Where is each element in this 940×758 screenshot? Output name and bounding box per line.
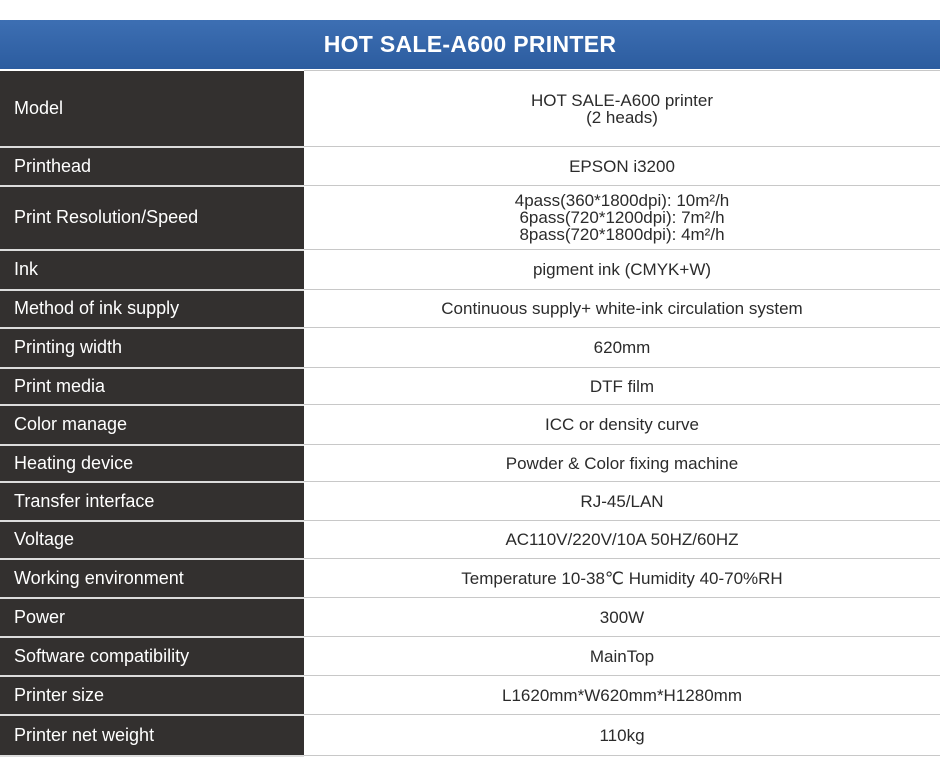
spec-value-line: MainTop [589,646,655,666]
spec-value-line: 8pass(720*1800dpi): 4m²/h [519,225,725,244]
spec-value-line: 300W [599,607,645,627]
spec-value-line: RJ-45/LAN [580,491,664,511]
table-row [0,71,940,147]
table-row [0,368,940,405]
spec-value [304,368,940,405]
spec-value [304,186,940,250]
spec-value-line: pigment ink (CMYK+W) [532,260,712,279]
spec-label: Heating device [0,445,304,482]
spec-label: Print media [0,368,304,405]
spec-label: Print Resolution/Speed [0,186,304,250]
spec-value [304,637,940,676]
spec-label: Method of ink supply [0,290,304,328]
table-row [0,482,940,521]
spec-value [304,715,940,756]
spec-value [304,328,940,368]
spec-value [304,71,940,147]
spec-label: Working environment [0,559,304,598]
spec-value-line: 4pass(360*1800dpi): 10m²/h [514,191,730,210]
spec-label: Software compatibility [0,637,304,676]
table-row [0,521,940,559]
spec-value [304,676,940,715]
spec-value [304,445,940,482]
spec-value-line: Temperature 10-38℃ Humidity 40-70%RH [461,568,783,588]
spec-value [304,598,940,637]
table-row [0,598,940,637]
table-row [0,676,940,715]
spec-label: Printing width [0,328,304,368]
spec-label: Voltage [0,521,304,559]
spec-value [304,147,940,186]
spec-value-line: AC110V/220V/10A 50HZ/60HZ [505,530,739,549]
spec-value [304,521,940,559]
spec-value-line: EPSON i3200 [569,156,675,176]
spec-label: Printhead [0,147,304,186]
spec-value-line: HOT SALE-A600 printer [530,90,714,110]
table-row [0,445,940,482]
spec-value-line: ICC or density curve [545,415,699,434]
spec-value-line: L1620mm*W620mm*H1280mm [502,685,742,705]
spec-value [304,290,940,328]
table-row [0,715,940,756]
table-title: HOT SALE-A600 PRINTER [0,20,940,69]
spec-value-line: DTF film [589,376,655,396]
spec-value [304,482,940,521]
spec-label: Power [0,598,304,637]
spec-value-line: 110kg [599,725,645,745]
table-row [0,250,940,290]
spec-label: Printer size [0,676,304,715]
spec-label: Printer net weight [0,715,304,756]
spec-value [304,405,940,445]
table-row [0,186,940,250]
spec-value [304,250,940,290]
table-row [0,290,940,328]
table-row [0,559,940,598]
table-row [0,637,940,676]
table-row [0,147,940,186]
table-row [0,405,940,445]
spec-label: Color manage [0,405,304,445]
spec-value-line: Powder & Color fixing machine [505,453,739,473]
spec-value-line: 620mm [593,338,651,357]
spec-label: Ink [0,250,304,290]
spec-table [0,70,940,757]
spec-label: Transfer interface [0,482,304,521]
spec-value-line: (2 heads) [586,107,658,127]
table-row [0,328,940,368]
spec-value-line: Continuous supply+ white-ink circulation system [441,299,803,318]
spec-label: Model [0,71,304,147]
spec-value [304,559,940,598]
spec-value-line: 6pass(720*1200dpi): 7m²/h [519,208,725,227]
